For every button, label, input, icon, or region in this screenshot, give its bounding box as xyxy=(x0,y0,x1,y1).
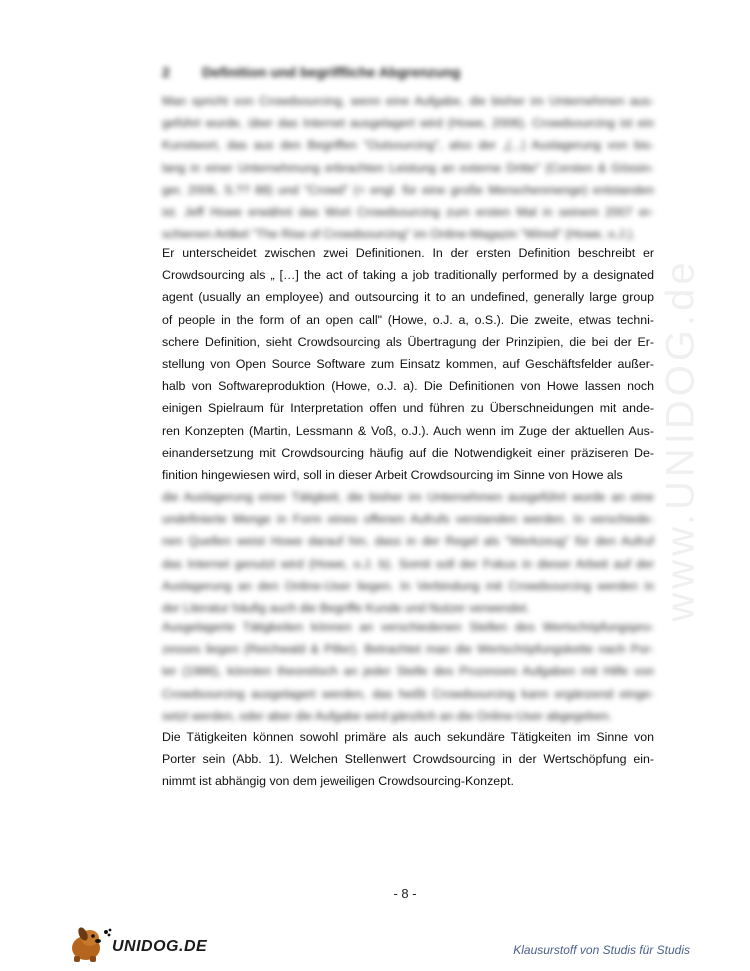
section-title: Definition und begriffliche Abgrenzung xyxy=(202,64,461,80)
blurred-paragraph-3 xyxy=(162,616,654,727)
text-line: einandersetzung mit Crowdsourcing häufig auf die Notwendigkeit einer präziseren De- xyxy=(162,445,654,460)
dog-icon xyxy=(66,924,112,964)
section-heading xyxy=(162,64,662,80)
definition-paragraph xyxy=(162,242,654,486)
blurred-paragraph-2 xyxy=(162,486,654,619)
text-line: Man spricht von Crowdsourcing, wenn eine Aufgabe, die bisher im Unternehmen aus- xyxy=(162,94,654,108)
text-line: ist. Jeff Howe erwähnt das Wort Crowdsourcing zum ersten Mal in seinem 2007 er- xyxy=(162,204,654,219)
text-line: ren Konzepten (Martin, Lessmann & Voß, o.J.). Auch wenn im Zuge der aktuellen Aus- xyxy=(162,423,654,438)
footer-slogan: Klausurstoff von Studis für Studis xyxy=(513,943,690,957)
text-line: nen Quellen weist Howe darauf hin, dass in der Regel als "Werkzeug" für den Aufruf xyxy=(162,534,654,549)
text-line: agent (usually an employee) and outsourcing it to an undefined, generally large group xyxy=(162,290,654,305)
watermark-text: www.UNIDOG.de xyxy=(658,258,703,622)
text-line: zesses liegen (Reichwald & Piller). Betrachtet man die Wertschöpfungskette nach Por- xyxy=(162,642,654,657)
text-line: Er unterscheidet zwischen zwei Definitionen. In der ersten Definition beschreibt er xyxy=(162,246,654,260)
text-line: of people in the form of an open call" (Howe, o.J. a, o.S.). Die zweite, etwas techni- xyxy=(162,312,654,327)
text-line: das Internet genutzt wird (Howe, o.J. b). Somit soll der Fokus in dieser Arbeit auf der xyxy=(162,556,654,571)
text-line: ger, 2006, S.?? 88) und "Crowd" (= engl. für eine große Menschenmenge) entstanden xyxy=(162,182,654,197)
text-line: schere Definition, sieht Crowdsourcing als Übertragung der Prinzipien, die bei der Er- xyxy=(162,334,654,349)
activities-paragraph xyxy=(162,726,654,793)
text-line: nimmt ist abhängig von dem jeweiligen Crowdsourcing-Konzept. xyxy=(162,774,514,789)
text-line: lang in einer Unternehmung erbrachten Leistung an externe Dritte" (Corsten & Gössin- xyxy=(162,160,654,175)
text-line: stellung von Open Source Software zum Einsatz kommen, auf Geschäftsfelder außer- xyxy=(162,356,654,371)
text-line: Auslagerung an den Online-User liegen. In Verbindung mit Crowdsourcing werden in xyxy=(162,578,654,593)
text-line: halb von Softwareproduktion (Howe, o.J. a). Die Definitionen von Howe lassen noch xyxy=(162,379,654,394)
text-line: geführt wurde, über das Internet ausgelagert wird (Howe, 2006). Crowdsourcing ist ein xyxy=(162,116,654,131)
text-line: Crowdsourcing als „ […] the act of taking a job traditionally performed by a designated xyxy=(162,268,654,283)
text-line: der Literatur häufig auch die Begriffe Kunde und Nutzer verwendet. xyxy=(162,600,530,615)
text-line: einigen Spielraum für Interpretation offen und führen zu Überschneidungen mit ande- xyxy=(162,401,654,416)
logo-text: UNIDOG.DE xyxy=(112,938,208,955)
watermark xyxy=(658,190,703,690)
text-line: ter (1986), könnten theoretisch an jeder Stelle des Prozesses Aufgaben mit Hilfe von xyxy=(162,664,654,679)
text-line: Ausgelagerte Tätigkeiten können an verschiedenen Stellen des Wertschöpfungspro- xyxy=(162,620,654,634)
intro-paragraph xyxy=(162,90,654,245)
text-line: schienen Artikel "The Rise of Crowdsourcing" im Online-Magazin "Wired" (Howe, o.J.). xyxy=(162,227,636,242)
unidog-logo xyxy=(66,924,208,964)
text-line: setzt werden, oder aber die Aufgabe wird gänzlich an die Online-User abgegeben. xyxy=(162,708,612,723)
text-line: die Auslagerung einer Tätigkeit, die bisher im Unternehmen ausgeführt wurde an eine xyxy=(162,490,654,504)
page-number: - 8 - xyxy=(393,886,417,901)
text-line: Kunstwort, das aus den Begriffen "Outsourcing", also der „(...) Auslagerung von bis- xyxy=(162,138,654,153)
text-line: Porter sein (Abb. 1). Welchen Stellenwert Crowdsourcing in der Wertschöpfung ein- xyxy=(162,752,654,767)
text-line: Die Tätigkeiten können sowohl primäre als auch sekundäre Tätigkeiten im Sinne von xyxy=(162,730,654,744)
text-line: undefinierte Menge in Form eines offenen Aufrufs verstanden werden. In verschiede- xyxy=(162,512,654,527)
text-line: Crowdsourcing ausgelagert werden, das heißt Crowdsourcing kann ergänzend einge- xyxy=(162,686,654,701)
text-line: finition hingewiesen wird, soll in dieser Arbeit Crowdsourcing im Sinne von Howe als xyxy=(162,467,623,482)
section-number: 2 xyxy=(162,64,170,80)
